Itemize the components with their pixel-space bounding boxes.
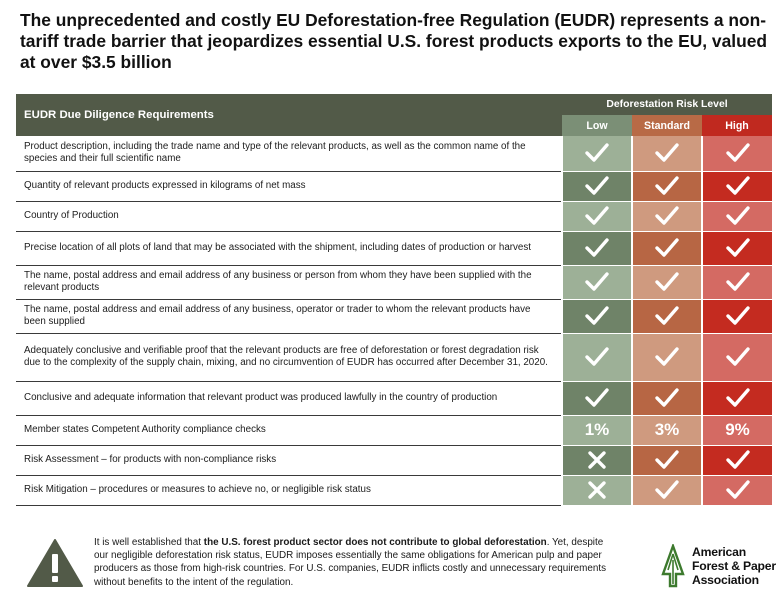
logo-wordmark — [692, 545, 776, 587]
requirement-text: Conclusive and adequate information that relevant product was produced lawfully in the country of production — [16, 381, 562, 415]
check-icon — [702, 381, 772, 415]
check-icon — [632, 381, 702, 415]
check-icon — [702, 231, 772, 265]
check-icon — [702, 445, 772, 475]
level-header-low: Low — [562, 115, 632, 136]
check-icon — [632, 475, 702, 505]
compliance-percentage: 9% — [725, 420, 750, 439]
compliance-check-low — [562, 415, 632, 445]
footer-text-bold: the U.S. forest product sector does not contribute to global deforestation — [203, 537, 547, 548]
requirement-text: Member states Competent Authority compliance checks — [16, 415, 562, 445]
logo-line-1: American — [692, 545, 746, 559]
table-row — [16, 415, 772, 445]
requirement-text: Quantity of relevant products expressed in kilograms of net mass — [16, 171, 562, 201]
check-icon — [632, 265, 702, 299]
risk-level-header: Deforestation Risk Level — [562, 94, 772, 115]
level-header-high: High — [702, 115, 772, 136]
requirements-table-body — [16, 136, 772, 505]
afpa-logo — [660, 544, 780, 588]
check-icon — [702, 475, 772, 505]
level-header-standard: Standard — [632, 115, 702, 136]
requirement-text: Precise location of all plots of land that may be associated with the shipment, including dates of production or harvest — [16, 231, 562, 265]
table-row — [16, 445, 772, 475]
check-icon — [702, 265, 772, 299]
requirement-text: Country of Production — [16, 201, 562, 231]
check-icon — [632, 445, 702, 475]
requirement-text: Product description, including the trade name and type of the relevant products, as well as the common name of the species and their full scientific name — [16, 136, 562, 171]
check-icon — [632, 136, 702, 171]
check-icon — [702, 171, 772, 201]
check-icon — [562, 201, 632, 231]
check-icon — [632, 333, 702, 381]
requirements-table-container — [16, 94, 772, 506]
footer-statement — [94, 536, 614, 589]
cross-icon — [562, 475, 632, 505]
warning-triangle-icon — [26, 538, 84, 588]
check-icon — [562, 136, 632, 171]
check-icon — [702, 201, 772, 231]
logo-line-3: Association — [692, 573, 759, 587]
tree-logo-icon — [660, 544, 686, 588]
check-icon — [562, 381, 632, 415]
check-icon — [562, 333, 632, 381]
check-icon — [632, 299, 702, 333]
requirement-text: The name, postal address and email address of any business, operator or trader to whom the relevant products have been supplied — [16, 299, 562, 333]
cross-icon — [562, 445, 632, 475]
check-icon — [702, 333, 772, 381]
requirements-column-header: EUDR Due Diligence Requirements — [16, 94, 562, 136]
check-icon — [562, 231, 632, 265]
table-row — [16, 333, 772, 381]
check-icon — [702, 136, 772, 171]
compliance-check-high — [702, 415, 772, 445]
check-icon — [632, 231, 702, 265]
requirement-text: Risk Mitigation – procedures or measures to achieve no, or negligible risk status — [16, 475, 562, 505]
requirement-text: Adequately conclusive and verifiable proof that the relevant products are free of deforestation or forest degradation risk due to the complexity of the supply chain, mixing, and no circumvention of EUDR has occurred after December 31, 2020. — [16, 333, 562, 381]
table-row — [16, 201, 772, 231]
check-icon — [562, 171, 632, 201]
table-row — [16, 299, 772, 333]
table-row — [16, 381, 772, 415]
footer-text-lead: It is well established that — [94, 537, 204, 548]
compliance-percentage: 1% — [584, 420, 610, 439]
requirements-table — [16, 94, 772, 506]
compliance-percentage: 3% — [654, 420, 680, 439]
requirement-text: The name, postal address and email address of any business or person from whom they have been supplied with the relevant products — [16, 265, 562, 299]
table-row — [16, 136, 772, 171]
page-title: The unprecedented and costly EU Deforestation-free Regulation (EUDR) represents a non-tariff trade barrier that jeopardizes essential U.S. forest products exports to the EU, valued at over $3.5 billion — [20, 10, 768, 72]
compliance-check-standard — [632, 415, 702, 445]
check-icon — [562, 265, 632, 299]
footer-text-rest: . Yet, despite our negligible deforestation risk status, EUDR imposes essentially the same obligations for American pulp and paper producers as those from high-risk countries. For U.S. companies, EUDR inflicts costly and unnecessary requirements without benefits to the intent of the regulation. — [94, 537, 607, 588]
check-icon — [702, 299, 772, 333]
check-icon — [562, 299, 632, 333]
table-row — [16, 265, 772, 299]
check-icon — [632, 201, 702, 231]
requirement-text: Risk Assessment – for products with non-compliance risks — [16, 445, 562, 475]
table-row — [16, 475, 772, 505]
table-row — [16, 171, 772, 201]
logo-line-2: Forest & Paper — [692, 559, 776, 573]
check-icon — [632, 171, 702, 201]
table-row — [16, 231, 772, 265]
